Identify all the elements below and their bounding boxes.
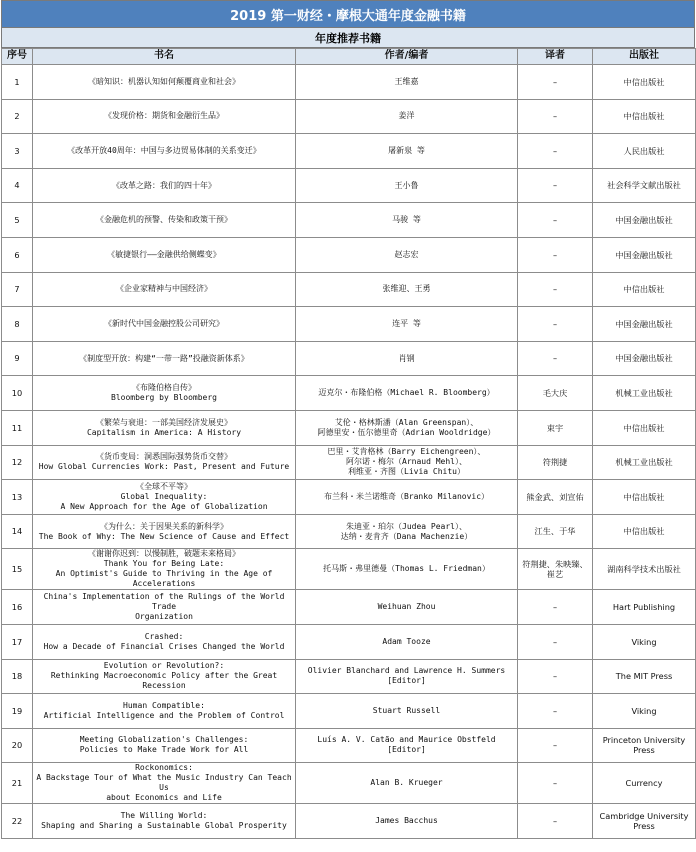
publisher-cell: 机械工业出版社 — [593, 376, 696, 411]
table-row — [2, 341, 696, 376]
publisher-cell: 中信出版社 — [593, 272, 696, 307]
table-row — [2, 376, 696, 411]
row-number-cell: 11 — [2, 410, 33, 445]
row-number-cell: 3 — [2, 134, 33, 169]
translator-cell: – — [518, 237, 593, 272]
col-header-translator: 译者 — [518, 49, 593, 65]
publisher-cell: 中信出版社 — [593, 514, 696, 549]
book-table — [1, 48, 696, 839]
table-row — [2, 410, 696, 445]
publisher-cell: 中信出版社 — [593, 99, 696, 134]
table-row — [2, 272, 696, 307]
col-header-author: 作者/编者 — [296, 49, 518, 65]
row-number-cell: 13 — [2, 480, 33, 515]
table-row — [2, 99, 696, 134]
publisher-cell: The MIT Press — [593, 659, 696, 694]
translator-cell: 符荆捷、朱映臻、崔艺 — [518, 549, 593, 590]
book-title-cell: 《为什么：关于因果关系的新科学》 The Book of Why: The New Science of Cause and Effect — [33, 514, 296, 549]
author-cell: 迈克尔・布隆伯格（Michael R. Bloomberg） — [296, 376, 518, 411]
row-number-cell: 1 — [2, 65, 33, 100]
translator-cell: – — [518, 203, 593, 238]
table-row — [2, 237, 696, 272]
publisher-cell: 中信出版社 — [593, 65, 696, 100]
row-number-cell: 12 — [2, 445, 33, 480]
translator-cell: 符荆捷 — [518, 445, 593, 480]
translator-cell: – — [518, 99, 593, 134]
row-number-cell: 14 — [2, 514, 33, 549]
book-title-cell: 《全球不平等》 Global Inequality: A New Approach for the Age of Globalization — [33, 480, 296, 515]
translator-cell: – — [518, 763, 593, 804]
book-title-cell: Evolution or Revolution?: Rethinking Macroeconomic Policy after the Great Recession — [33, 659, 296, 694]
author-cell: 朱迪亚・珀尔（Judea Pearl）、 达纳・麦肯齐（Dana Machenzie） — [296, 514, 518, 549]
author-cell: Olivier Blanchard and Lawrence H. Summers [Editor] — [296, 659, 518, 694]
translator-cell: – — [518, 694, 593, 729]
row-number-cell: 19 — [2, 694, 33, 729]
author-cell: 巴里・艾肯格林（Barry Eichengreen）、 阿尔诺・梅尔（Arnaud Mehl）、 利维亚・齐图（Livia Chitu） — [296, 445, 518, 480]
row-number-cell: 6 — [2, 237, 33, 272]
publisher-cell: 中信出版社 — [593, 410, 696, 445]
table-row — [2, 307, 696, 342]
author-cell: Adam Tooze — [296, 624, 518, 659]
col-header-title: 书名 — [33, 49, 296, 65]
table-row — [2, 763, 696, 804]
translator-cell: – — [518, 804, 593, 839]
table-body — [2, 65, 696, 839]
table-row — [2, 514, 696, 549]
row-number-cell: 21 — [2, 763, 33, 804]
book-list-sheet — [1, 0, 695, 839]
table-row — [2, 65, 696, 100]
row-number-cell: 4 — [2, 168, 33, 203]
book-title-cell: 《货币变局：洞悉国际强势货币交替》 How Global Currencies Work: Past, Present and Future — [33, 445, 296, 480]
translator-cell: – — [518, 624, 593, 659]
table-row — [2, 134, 696, 169]
publisher-cell: Princeton University Press — [593, 728, 696, 763]
table-row — [2, 480, 696, 515]
author-cell: 马骏 等 — [296, 203, 518, 238]
table-row — [2, 728, 696, 763]
book-title-cell: 《改革开放40周年：中国与多边贸易体制的关系变迁》 — [33, 134, 296, 169]
book-title-cell: 《企业家精神与中国经济》 — [33, 272, 296, 307]
row-number-cell: 7 — [2, 272, 33, 307]
book-title-cell: Human Compatible: Artificial Intelligence and the Problem of Control — [33, 694, 296, 729]
row-number-cell: 5 — [2, 203, 33, 238]
author-cell: 屠新泉 等 — [296, 134, 518, 169]
sheet-title: 2019 第一财经・摩根大通年度金融书籍 — [1, 0, 695, 28]
translator-cell: – — [518, 134, 593, 169]
book-title-cell: 《发现价格：期货和金融衍生品》 — [33, 99, 296, 134]
row-number-cell: 9 — [2, 341, 33, 376]
publisher-cell: 中国金融出版社 — [593, 341, 696, 376]
book-title-cell: 《改革之路：我们的四十年》 — [33, 168, 296, 203]
book-title-cell: 《金融危机的预警、传染和政策干预》 — [33, 203, 296, 238]
author-cell: 赵志宏 — [296, 237, 518, 272]
translator-cell: 毛大庆 — [518, 376, 593, 411]
publisher-cell: 中国金融出版社 — [593, 237, 696, 272]
col-header-no: 序号 — [2, 49, 33, 65]
book-title-cell: 《繁荣与衰退：一部美国经济发展史》 Capitalism in America: A History — [33, 410, 296, 445]
publisher-cell: 机械工业出版社 — [593, 445, 696, 480]
book-title-cell: Meeting Globalization's Challenges: Policies to Make Trade Work for All — [33, 728, 296, 763]
author-cell: 艾伦・格林斯潘（Alan Greenspan）、 阿德里安・伍尔德里奇（Adrian Wooldridge） — [296, 410, 518, 445]
book-title-cell: 《谢谢你迟到：以慢制胜，破题未来格局》 Thank You for Being Late: An Optimist's Guide to Thriving in the Age of Accelerations — [33, 549, 296, 590]
translator-cell: – — [518, 728, 593, 763]
row-number-cell: 22 — [2, 804, 33, 839]
publisher-cell: 中国金融出版社 — [593, 203, 696, 238]
translator-cell: 江生、于华 — [518, 514, 593, 549]
author-cell: Weihuan Zhou — [296, 590, 518, 625]
translator-cell: – — [518, 272, 593, 307]
author-cell: 布兰科・米兰诺维奇（Branko Milanovic） — [296, 480, 518, 515]
book-title-cell: 《暗知识：机器认知如何颠覆商业和社会》 — [33, 65, 296, 100]
table-row — [2, 549, 696, 590]
sheet-subtitle: 年度推荐书籍 — [1, 28, 695, 48]
table-row — [2, 445, 696, 480]
author-cell: 肖钢 — [296, 341, 518, 376]
translator-cell: – — [518, 307, 593, 342]
publisher-cell: Viking — [593, 694, 696, 729]
publisher-cell: 湖南科学技术出版社 — [593, 549, 696, 590]
row-number-cell: 17 — [2, 624, 33, 659]
author-cell: Alan B. Krueger — [296, 763, 518, 804]
author-cell: 张维迎、王勇 — [296, 272, 518, 307]
publisher-cell: Hart Publishing — [593, 590, 696, 625]
translator-cell: – — [518, 659, 593, 694]
book-title-cell: Crashed: How a Decade of Financial Crises Changed the World — [33, 624, 296, 659]
table-header-row — [2, 49, 696, 65]
row-number-cell: 2 — [2, 99, 33, 134]
author-cell: 托马斯・弗里德曼（Thomas L. Friedman） — [296, 549, 518, 590]
row-number-cell: 16 — [2, 590, 33, 625]
row-number-cell: 8 — [2, 307, 33, 342]
translator-cell: 熊金武、刘宣佑 — [518, 480, 593, 515]
author-cell: 姜洋 — [296, 99, 518, 134]
row-number-cell: 15 — [2, 549, 33, 590]
table-row — [2, 694, 696, 729]
book-title-cell: China's Implementation of the Rulings of the World Trade Organization — [33, 590, 296, 625]
book-title-cell: 《布隆伯格自传》 Bloomberg by Bloomberg — [33, 376, 296, 411]
row-number-cell: 10 — [2, 376, 33, 411]
publisher-cell: Currency — [593, 763, 696, 804]
publisher-cell: Viking — [593, 624, 696, 659]
publisher-cell: 人民出版社 — [593, 134, 696, 169]
book-title-cell: The Willing World: Shaping and Sharing a Sustainable Global Prosperity — [33, 804, 296, 839]
publisher-cell: 社会科学文献出版社 — [593, 168, 696, 203]
publisher-cell: 中国金融出版社 — [593, 307, 696, 342]
row-number-cell: 20 — [2, 728, 33, 763]
book-title-cell: Rockonomics: A Backstage Tour of What the Music Industry Can Teach Us about Economics and Life — [33, 763, 296, 804]
book-title-cell: 《新时代中国金融控股公司研究》 — [33, 307, 296, 342]
col-header-publisher: 出版社 — [593, 49, 696, 65]
row-number-cell: 18 — [2, 659, 33, 694]
book-title-cell: 《制度型开放：构建“一带一路”投融资新体系》 — [33, 341, 296, 376]
publisher-cell: 中信出版社 — [593, 480, 696, 515]
author-cell: Luís A. V. Catão and Maurice Obstfeld [Editor] — [296, 728, 518, 763]
table-row — [2, 659, 696, 694]
author-cell: Stuart Russell — [296, 694, 518, 729]
translator-cell: – — [518, 168, 593, 203]
translator-cell: 束宇 — [518, 410, 593, 445]
publisher-cell: Cambridge University Press — [593, 804, 696, 839]
author-cell: 王小鲁 — [296, 168, 518, 203]
table-row — [2, 804, 696, 839]
author-cell: James Bacchus — [296, 804, 518, 839]
author-cell: 连平 等 — [296, 307, 518, 342]
table-row — [2, 590, 696, 625]
translator-cell: – — [518, 341, 593, 376]
table-row — [2, 624, 696, 659]
author-cell: 王维嘉 — [296, 65, 518, 100]
table-row — [2, 168, 696, 203]
translator-cell: – — [518, 65, 593, 100]
translator-cell: – — [518, 590, 593, 625]
table-row — [2, 203, 696, 238]
book-title-cell: 《敏捷银行——金融供给侧蝶变》 — [33, 237, 296, 272]
